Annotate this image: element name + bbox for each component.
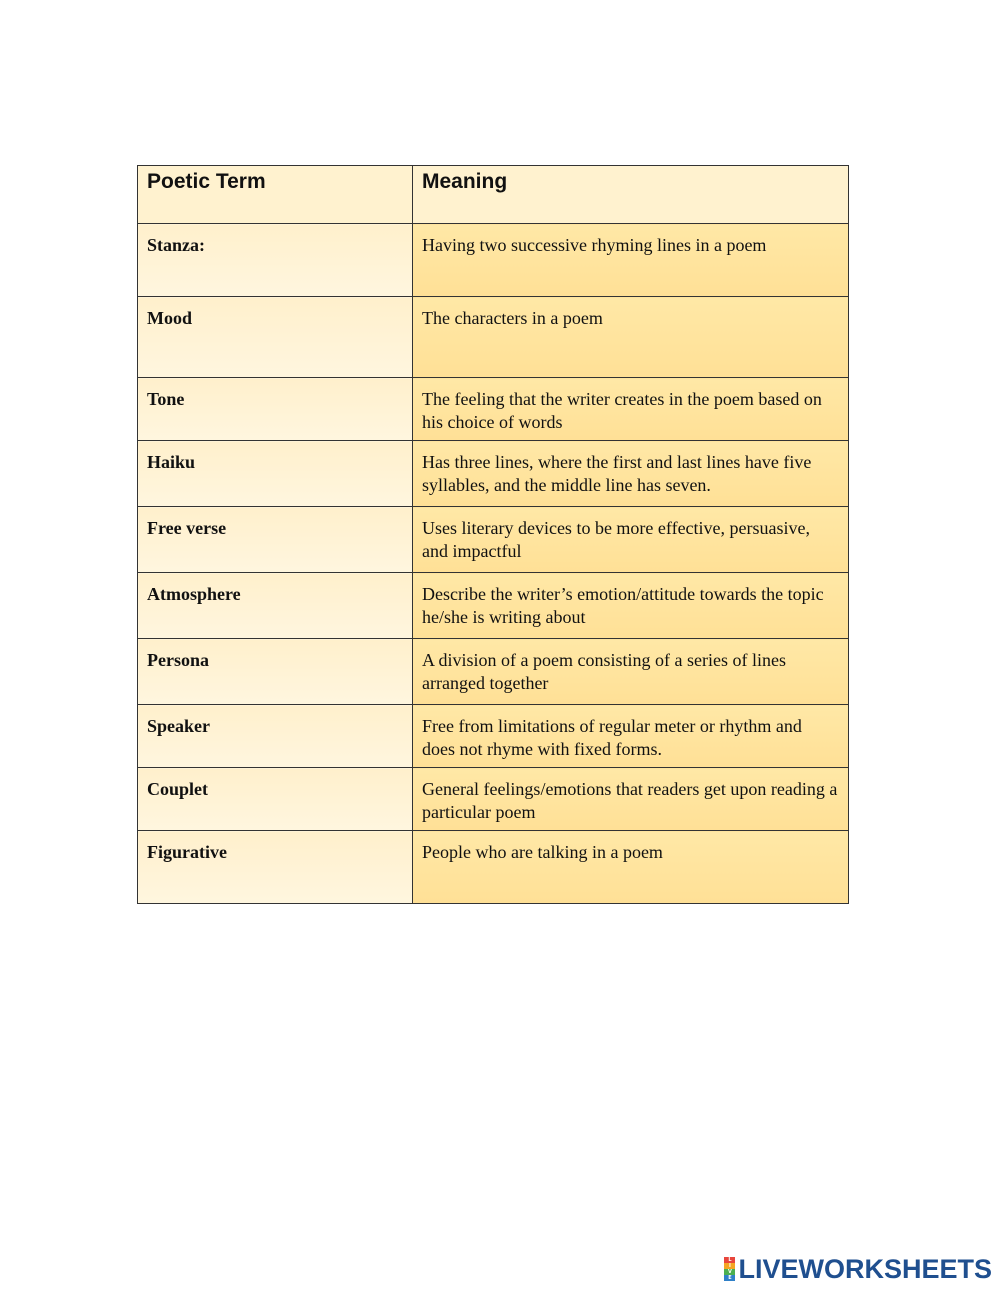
- meaning-cell: General feelings/emotions that readers get upon reading a particular poem: [413, 768, 849, 831]
- term-cell: Mood: [138, 297, 413, 378]
- poetic-terms-table: [137, 165, 849, 904]
- table-header-row: [138, 166, 849, 224]
- meaning-cell: Free from limitations of regular meter or rhythm and does not rhyme with fixed forms.: [413, 705, 849, 768]
- table-row: [138, 297, 849, 378]
- brand-name: LIVEWORKSHEETS: [738, 1254, 992, 1284]
- term-cell: Speaker: [138, 705, 413, 768]
- table-row: [138, 831, 849, 904]
- table-row: [138, 507, 849, 573]
- logo-letter-l: L: [724, 1257, 735, 1263]
- header-meaning: Meaning: [413, 166, 849, 224]
- term-cell: Haiku: [138, 441, 413, 507]
- table-row: [138, 224, 849, 297]
- logo-letter-e: E: [724, 1275, 735, 1281]
- term-cell: Persona: [138, 639, 413, 705]
- table-row: [138, 573, 849, 639]
- liveworksheets-logo: [724, 1254, 992, 1284]
- table-row: [138, 378, 849, 441]
- meaning-cell: The feeling that the writer creates in the poem based on his choice of words: [413, 378, 849, 441]
- meaning-cell: The characters in a poem: [413, 297, 849, 378]
- meaning-cell: Describe the writer’s emotion/attitude towards the topic he/she is writing about: [413, 573, 849, 639]
- meaning-cell: Uses literary devices to be more effective, persuasive, and impactful: [413, 507, 849, 573]
- table-row: [138, 705, 849, 768]
- term-cell: Tone: [138, 378, 413, 441]
- meaning-cell: Having two successive rhyming lines in a poem: [413, 224, 849, 297]
- meaning-cell: A division of a poem consisting of a series of lines arranged together: [413, 639, 849, 705]
- term-cell: Free verse: [138, 507, 413, 573]
- table-row: [138, 768, 849, 831]
- term-cell: Stanza:: [138, 224, 413, 297]
- table-row: [138, 639, 849, 705]
- logo-letter-i: I: [724, 1263, 735, 1269]
- table-row: [138, 441, 849, 507]
- term-cell: Couplet: [138, 768, 413, 831]
- live-logo-icon: [724, 1257, 735, 1281]
- term-cell: Atmosphere: [138, 573, 413, 639]
- meaning-cell: Has three lines, where the first and last lines have five syllables, and the middle line has seven.: [413, 441, 849, 507]
- term-cell: Figurative: [138, 831, 413, 904]
- meaning-cell: People who are talking in a poem: [413, 831, 849, 904]
- header-poetic-term: Poetic Term: [138, 166, 413, 224]
- logo-letter-v: V: [724, 1269, 735, 1275]
